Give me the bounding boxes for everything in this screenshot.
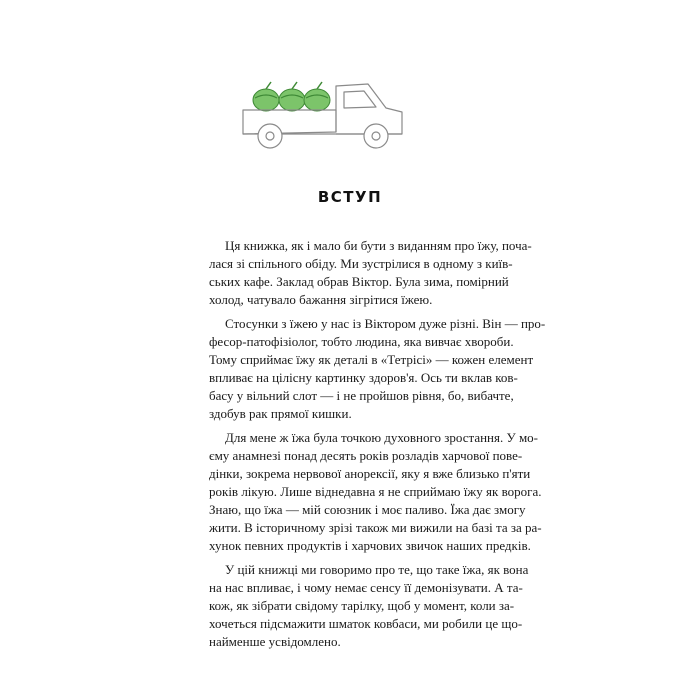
paragraph-4 xyxy=(209,561,529,651)
text-line: хочеться підсмажити шматок ковбаси, ми робили це що- xyxy=(209,616,523,631)
text-line: єму анамнезі понад десять років розладів харчової пове- xyxy=(209,448,523,463)
text-line: Стосунки з їжею у нас із Віктором дуже різні. Він — про- xyxy=(225,316,546,331)
text-line: фесор-патофізіолог, тобто людина, яка вивчає хвороби. xyxy=(209,334,514,349)
truck-with-watermelons-icon xyxy=(236,70,416,170)
watermelon-1 xyxy=(253,82,279,111)
text-line: хунок певних продуктів і харчових звичок наших предків. xyxy=(209,538,531,553)
text-line: здобув рак прямої кишки. xyxy=(209,406,352,421)
text-line: кож, як зібрати свідому тарілку, щоб у момент, коли за- xyxy=(209,598,515,613)
text-line: років лікую. Лише віднедавна я не сприймаю їжу як ворога. xyxy=(209,484,542,499)
text-line: ських кафе. Заклад обрав Віктор. Була зима, помірний xyxy=(209,274,509,289)
paragraph-2 xyxy=(209,315,546,423)
text-line: Для мене ж їжа була точкою духовного зростання. У мо- xyxy=(225,430,539,445)
watermelon-2 xyxy=(279,82,305,111)
text-line: Ця книжка, як і мало би бути з виданням про їжу, поча- xyxy=(225,238,532,253)
text-line: лася зі спільного обіду. Ми зустрілися в одному з київ- xyxy=(209,256,513,271)
text-line: дінки, зокрема нервової анорексії, яку я вже близько п'яти xyxy=(209,466,531,481)
chapter-title: ВСТУП xyxy=(317,188,383,206)
text-line: на нас впливає, і чому немає сенсу її демонізувати. А та- xyxy=(209,580,523,595)
text-line: холод, чатувало бажання зігрітися їжею. xyxy=(209,292,433,307)
text-line: Тому сприймає їжу як деталі в «Тетрісі» — кожен елемент xyxy=(209,352,534,367)
truck-wheels xyxy=(258,124,388,148)
text-line: басу у вільний слот — і не пройшов рівня, бо, вибачте, xyxy=(209,388,514,403)
text-line: найменше усвідомлено. xyxy=(209,634,341,649)
body-text xyxy=(209,237,546,657)
text-line: У цій книжці ми говоримо про те, що таке їжа, як вона xyxy=(225,562,529,577)
text-line: впливає на цілісну картинку здоров'я. Ось ти вклав ков- xyxy=(209,370,518,385)
watermelon-3 xyxy=(304,82,330,111)
text-line: Знаю, що їжа — мій союзник і моє паливо. Їжа дає змогу xyxy=(209,502,526,517)
paragraph-1 xyxy=(209,237,532,309)
paragraph-3 xyxy=(209,429,542,555)
text-line: жити. В історичному зрізі також ми вижили на базі та за ра- xyxy=(209,520,542,535)
